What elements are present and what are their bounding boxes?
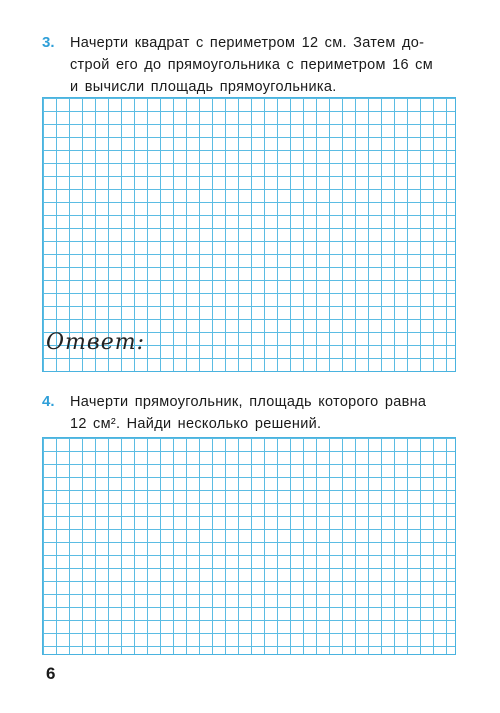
- answer-label: Ответ:: [46, 330, 145, 355]
- grid-workspace-task-4[interactable]: [42, 437, 456, 655]
- task-4: [42, 391, 457, 435]
- task-number: 3.: [42, 34, 55, 51]
- task-line: строй его до прямоугольника с периметром 16 см: [70, 57, 433, 73]
- task-line: 12 см². Найди несколько решений.: [70, 416, 322, 432]
- task-text: [70, 32, 457, 98]
- task-3: [42, 32, 457, 98]
- task-line: Начерти квадрат с периметром 12 см. Затем до-: [70, 35, 425, 51]
- task-line: и вычисли площадь прямоугольника.: [70, 79, 337, 95]
- task-number: 4.: [42, 393, 55, 410]
- task-line: Начерти прямоугольник, площадь которого равна: [70, 394, 427, 410]
- task-text: [70, 391, 457, 435]
- page-number: 6: [46, 664, 56, 683]
